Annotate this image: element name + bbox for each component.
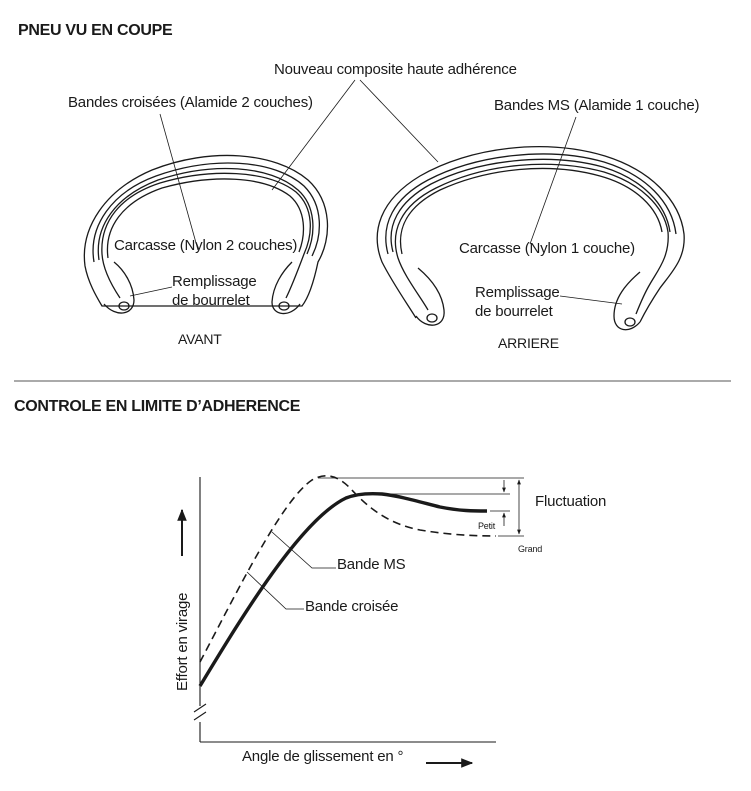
label-series-ms: Bande MS <box>337 556 406 573</box>
label-series-cross: Bande croisée <box>305 598 399 615</box>
curve-cross-ply <box>200 476 496 662</box>
label-front-filling-2: de bourrelet <box>172 292 250 309</box>
label-front-bands: Bandes croisées (Alamide 2 couches) <box>68 94 313 111</box>
rear-bead-right <box>614 272 640 330</box>
leader-rear-bands <box>530 117 576 244</box>
curve-ms <box>200 494 487 686</box>
fluctuation-markers <box>318 478 524 536</box>
front-tire-ply-2 <box>98 169 313 260</box>
label-fluctuation: Fluctuation <box>535 493 607 510</box>
rear-tire-outer <box>377 147 684 322</box>
caption-rear: ARRIERE <box>498 335 559 351</box>
rear-tire-section <box>377 147 684 330</box>
label-rear-bands: Bandes MS (Alamide 1 couche) <box>494 97 700 114</box>
leader-series-cross <box>247 572 304 609</box>
label-rear-carcass: Carcasse (Nylon 1 couche) <box>459 240 635 257</box>
rear-bead-core-left <box>427 314 437 322</box>
caption-front: AVANT <box>178 331 222 347</box>
rear-tire-ply-2 <box>391 159 670 252</box>
label-small: Petit <box>478 521 496 531</box>
label-new-compound: Nouveau composite haute adhérence <box>274 61 517 78</box>
leader-rear-filling <box>560 296 622 304</box>
section-title-grip-limit: CONTROLE EN LIMITE D’ADHERENCE <box>14 398 301 415</box>
rear-bead-core-right <box>625 318 635 326</box>
chart <box>182 476 524 763</box>
label-rear-filling-2: de bourrelet <box>475 303 553 320</box>
leader-front-filling <box>130 287 172 296</box>
section-title-tire-cross-section: PNEU VU EN COUPE <box>18 22 173 39</box>
label-large: Grand <box>518 544 543 554</box>
front-tire-ply-1 <box>93 163 319 262</box>
label-rear-filling-1: Remplissage <box>475 284 560 301</box>
leader-compound-rear <box>360 80 438 162</box>
y-axis-break <box>194 704 206 720</box>
leader-compound-front <box>272 80 355 190</box>
x-axis-label: Angle de glissement en ° <box>242 748 404 765</box>
front-tire-outer <box>84 155 327 306</box>
front-tire-section <box>84 155 327 313</box>
label-front-filling-1: Remplissage <box>172 273 257 290</box>
label-front-carcass: Carcasse (Nylon 2 couches) <box>114 237 298 254</box>
leader-lines <box>130 80 622 304</box>
y-axis-label: Effort en virage <box>174 592 191 691</box>
